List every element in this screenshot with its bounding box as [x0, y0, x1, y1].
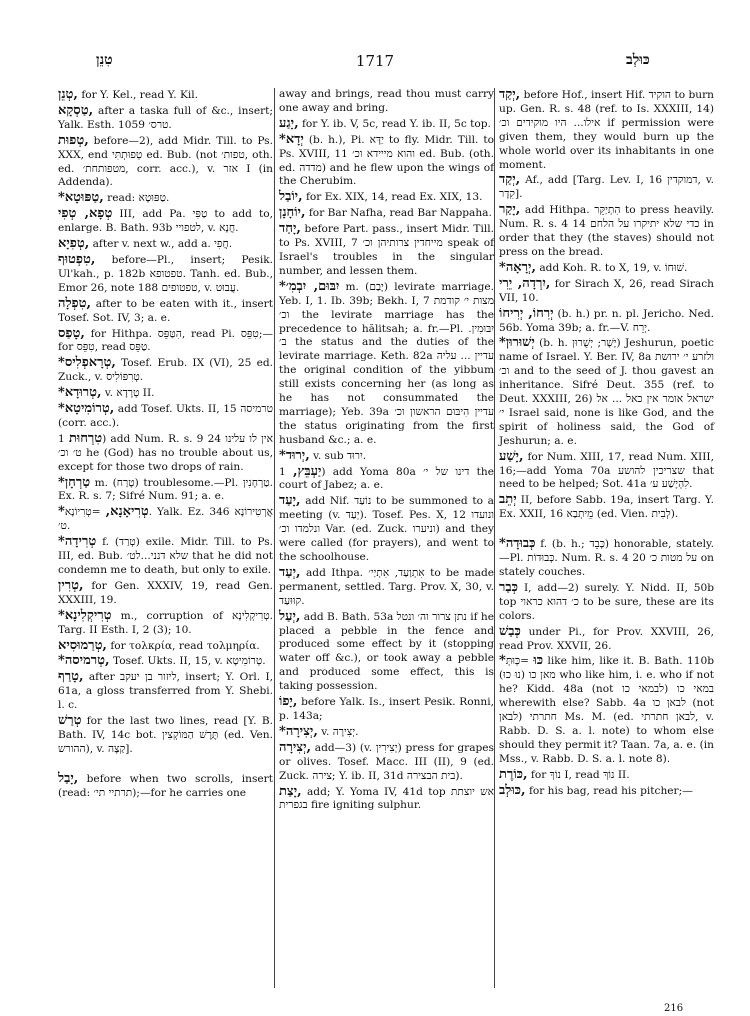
dictionary-entry — [499, 450, 714, 493]
entry-text: add—3) (v. יְצִירִין) press for grapes or olives. Tosef. Macc. III (II), 9 (ed. Zuck. צירה; Y. ib. II, 31d בית הבצירה). — [279, 741, 494, 782]
dictionary-entry — [58, 476, 273, 505]
entry-text: for Gen. XXXIV, 19, read Gen. XXXIII, 19. — [58, 579, 273, 606]
section-gap — [499, 523, 714, 537]
entry-text: =טְרִיוֹנָא. Yalk. Ez. 346 אֲרְטִירוֹנָא ט׳. — [58, 506, 273, 533]
dictionary-entry — [279, 206, 494, 221]
dictionary-entry — [279, 566, 494, 609]
entry-text: add B. Bath. 53a נתן צרור וה׳ ונטל if he placed a pebble in the fence and produced some effect by it (stopping water off &c.), or took away a pebble and produced some effect, this is taking possession. — [279, 610, 494, 693]
entry-text: (b. h. יָשָׁר; יְשֻׁרוּן) Jeshurun, poetic name of Israel. Y. Ber. IV, 8a ולזרע י׳ ירושת וכ׳ and to the seed of J. thou gavest an inheritance. Sifré Deut. 355 (ref. to Deut. XXXIII, 26) ישראל אומר אין כאל ... אל י׳ Israel said, none is like God, and the spirit of holiness said, the God of Jeshurun; a. e. — [499, 337, 714, 447]
dictionary-entry — [279, 88, 494, 116]
entry-headword: יְקַד, — [499, 172, 521, 188]
entry-headword: טְרַמוּסִיא, — [58, 637, 107, 653]
dictionary-entry — [499, 784, 714, 799]
column-divider — [494, 88, 495, 988]
running-head-right: כּוּלְב — [626, 52, 650, 68]
dictionary-entry — [58, 253, 273, 296]
dictionary-entry — [279, 190, 494, 205]
dictionary-entry — [58, 402, 273, 431]
dictionary-entry — [58, 104, 273, 133]
dictionary-entry — [499, 336, 714, 448]
entry-headword: כְּבַר — [499, 579, 519, 595]
entry-text: add Tosef. Ukts. II, 15 טרמיסה (corr. acc.). — [58, 403, 273, 429]
entry-text: m., corruption of טְרִיקְלִינָא. Targ. II Esth. I, 2 (3); 10. — [58, 609, 274, 636]
column-1 — [58, 88, 273, 802]
entry-text: read: טַפּוּטָא. — [107, 192, 170, 205]
entry-text: for Ex. XIX, 14, read Ex. XIX, 13. — [306, 191, 483, 204]
dictionary-entry — [499, 625, 714, 654]
dictionary-entry — [58, 297, 273, 326]
entry-headword: *טְרִיקְלִינָא — [58, 607, 112, 623]
entry-headword: טְרַשׁ — [58, 713, 82, 729]
entry-headword: *טַרְחָן — [58, 474, 91, 490]
dictionary-entry — [499, 277, 714, 306]
entry-headword: *כְּבוּדָה — [499, 536, 536, 552]
dictionary-entry — [279, 725, 494, 740]
entry-headword: יְצִירָה, — [279, 739, 312, 755]
dictionary-entry — [58, 714, 273, 757]
entry-text: v. sub יִרוּד. — [313, 449, 367, 462]
entry-text: for τολκρία, read τολμηρία. — [110, 639, 260, 652]
entry-text: add Hithpa. הִתְיַקֵּר to press heavily. Num. R. s. 4 14 כדי שלא יתיקרו על הלחם in order that they (the staves) should not press on the bread. — [499, 204, 714, 258]
entry-headword: *טַפּוּטָא, — [58, 190, 104, 206]
entry-headword: יְעַד, — [279, 564, 301, 580]
entry-text: away and brings, read thou must carry one away and bring. — [279, 88, 494, 114]
entry-headword: כְּבַשׁ — [499, 623, 521, 639]
entry-headword: *יְדָא — [279, 131, 304, 147]
signature-number: 216 — [664, 1003, 684, 1014]
dictionary-entry — [279, 785, 494, 814]
entry-headword: יְעַל, — [279, 608, 301, 624]
entry-text: =כְּוּתְּ like him, like it. B. Bath. 110b (נוּ כוּ) מאן כו who like him, i. e. who if not he? Kidd. 48a (not לבמאי כו) במאי כו wherewith else? Sabb. 4a לבאן כו (not לבאן) חתרתי Ms. M. (ed. לבאן חתרתי, v. Rabb. D. S. a. l. note) to whom else should they permit it? Taan. 7a, a. e. (in Mss., v. Rabb. D. S. a. l. note 8). — [499, 655, 714, 765]
entry-text: m. (טָרַח) troublesome.—Pl. טַרְחָנִין. Ex. R. s. 7; Sifré Num. 91; a. e. — [58, 476, 273, 503]
entry-headword: יָעַד, — [279, 493, 301, 509]
entry-headword: כּוּלְב, — [499, 782, 526, 798]
entry-text: f. (טְרַד) exile. Midr. Till. to Ps. III, ed. Bub. שלא דנני...לט׳ that he did not condemn me to death, but only to exile. — [58, 536, 273, 576]
entry-text: for Bar Nafha, read Bar Nappaha. — [308, 207, 492, 220]
entry-text: for Sirach X, 26, read Sirach VII, 10. — [499, 277, 715, 304]
column-2 — [279, 88, 494, 814]
dictionary-entry — [279, 117, 494, 132]
entry-headword: יָצַת, — [279, 783, 302, 799]
entry-text: after v. next w., add a. חֲפִי. — [92, 238, 233, 251]
dictionary-entry — [279, 741, 494, 784]
entry-text: add; Y. Yoma IV, 41d top אש יוצתת בגפרית fire igniting sulphur. — [279, 785, 494, 812]
entry-headword: *טְרִידָה — [58, 534, 97, 550]
entry-headword: יְקַד, — [499, 87, 521, 102]
entry-text: before—Pl., insert; Pesik. Ul'kah., p. 182b טפטופא. Tanh. ed. Bub., Emor 26, note 188 טפטופים, v. עֲבוּט. — [58, 253, 273, 294]
entry-text: f. (b. h.; כָּבֵד) honorable, stately.—Pl. כְּבוּדוֹת. Num. R. s. 4 20 על מטות כ׳ on stately couches. — [499, 538, 714, 578]
entry-text: add Nif. נוֹעַד to be summoned to a meeting (v. יְעַד). Tosef. Pes. X, 12 ונועדו ונלמדו וכ׳ Var. (ed. Zuck. וניערו) and they were called (for prayers), and went to the schoolhouse. — [279, 495, 495, 563]
dictionary-entry — [279, 222, 494, 279]
entry-text: for Hithpa. הִטַּפֵּס, read Pi. טִפֵּס;—for טִפֵּס, read טַפֵּס. — [58, 327, 273, 354]
entry-headword: טָפַס, — [58, 325, 85, 341]
entry-headword: *טְרמיסה, — [58, 653, 110, 669]
dictionary-entry — [58, 505, 273, 534]
page-number-header: 1717 — [355, 52, 395, 70]
entry-text: II, before Sabb. 19a, insert Targ. Y. Ex. XXII, 16 מֵיתְבַא (ed. Vien. לְבִית). — [499, 494, 714, 521]
entry-headword: יִרְדָה, יֵרִי, — [499, 275, 551, 291]
entry-text: Tosef. Ukts. II, 15, v. טְרוֹמִיטָא. — [112, 655, 266, 668]
section-gap — [58, 758, 273, 772]
entry-headword: טְרִין, — [58, 577, 84, 593]
dictionary-entry — [279, 280, 494, 448]
dictionary-entry — [499, 203, 714, 260]
entry-text: Tosef. Erub. IX (VI), 25 ed. Zuck., v. טְרִפּוֹלִיס. — [58, 357, 273, 384]
dictionary-entry — [58, 356, 273, 385]
dictionary-entry — [279, 449, 494, 464]
dictionary-entry — [499, 173, 714, 202]
entry-text: before Yalk. Is., insert Pesik. Ronni, p. 143a; — [279, 696, 494, 722]
entry-headword: *יְרָאָה, — [499, 259, 536, 275]
entry-headword: טְפָא, טְפִי — [58, 206, 113, 222]
entry-headword: *יְרוּד, — [279, 447, 310, 463]
dictionary-entry — [279, 494, 494, 565]
entry-text: m. (יָבַם) levirate marriage. Yeb. I, 1. Ib. 39b; Bekh. I, 7 מצות י׳ קודמת וכ׳ the levirate marriage has the precedence to hălitsah; a. fr.—Pl. יִבּוּמִין. ב׳ the status and the duties of the levirate marriage. Keth. 82a עדיין ... עליה the original condition of the yibbum still exists concerning her (as long as he has not consummated the marriage); Yeb. 39a עדיין הִיבּוּם הראשון וכ׳ the status originating from the first husband &c.; a. e. — [279, 280, 495, 446]
entry-text: for the last two lines, read [Y. B. Bath. IV, 14c bot. תֶּרֶשׁ הַמּוֹקְצִין (ed. Ven. ההורש), v. קַצָה]. — [58, 715, 273, 755]
entry-headword: יָבַל, — [58, 770, 79, 786]
entry-text: before when two scrolls, insert (read: תרתיי תי׳);—for he carries one — [58, 772, 273, 799]
entry-headword: *טְרָאפְלִיס, — [58, 355, 116, 371]
dictionary-entry — [499, 307, 714, 336]
entry-headword: יָגַע, — [279, 115, 299, 131]
entry-text: for Y. ib. V, 5c, read Y. ib. II, 5c top. — [301, 117, 491, 130]
dictionary-entry — [58, 191, 273, 206]
dictionary-entry — [279, 610, 494, 694]
entry-headword: טְנֵן, — [58, 87, 78, 102]
entry-text: for נוֹךְ I, read נוֹךְ II. — [530, 768, 630, 781]
entry-headword: *טְרוּדָא, — [58, 385, 102, 401]
entry-headword: *טְרִיאָנָא, — [58, 504, 149, 520]
entry-text: before Hof., insert Hif. הוקיד to burn up. Gen. R. s. 48 (ref. to Is. XXXIII, 14) אילו... היו מוקידים וכ׳ if permission were given them, they would burn up the whole world over its inhabitants in one moment. — [499, 89, 714, 171]
entry-headword: יַעְבֵּץ, — [293, 463, 322, 479]
entry-text: add Koh. R. to X, 19, v. שׁוּחוֹ. — [539, 261, 688, 274]
dictionary-entry — [58, 207, 273, 236]
entry-headword: יְתֵב — [499, 492, 517, 508]
dictionary-entry — [499, 768, 714, 783]
entry-text: III, add Pa. טַפִּי to add to, enlarge. B. Bath. 93b לטפויי, v. חֲנָא. — [58, 208, 273, 235]
dictionary-entry — [499, 537, 714, 580]
entry-headword: יוֹבַל, — [279, 189, 303, 205]
dictionary-entry — [58, 237, 273, 252]
column-divider — [274, 88, 275, 988]
dictionary-entry — [279, 465, 494, 494]
dictionary-entry — [58, 134, 273, 191]
column-3 — [499, 88, 714, 800]
entry-text: for Y. Kel., read Y. Kil. — [81, 89, 199, 101]
dictionary-entry — [58, 88, 273, 103]
dictionary-entry — [58, 327, 273, 356]
entry-headword: טִרְחוּת — [68, 430, 103, 446]
entry-text: (b. h.), Pi. יַדָּא to fly. Midr. Till. to Ps. XVIII, 11 והוא מייידא וכ׳ ed. Bub. (oth. ed. מדדה) and he flew upon the wings of the Cherubim. — [279, 133, 494, 188]
entry-text: Af., add [Targ. Lev. I, 16 דמוקדין, v. קִדָר]. — [499, 174, 714, 201]
entry-text: before—2), add Midr. Till. to Ps. XXX, end טְפוּתְתִּי ed. Bub. (not טפות׳, oth. ed. מטפותחת׳, corr. acc.), v. אזר I (in Addenda). — [58, 134, 274, 189]
entry-text: 1) add Yoma 80a דינו של י׳ the court of Jabez; a. e. — [279, 465, 494, 492]
entry-text: after ליזור בן יעקב, insert; Y. Orl. I, 61a, a gloss transferred from Y. Shebi. l. c. — [58, 671, 273, 712]
entry-text: v. יְצִירָה. — [321, 725, 359, 738]
entry-text: after to be eaten with it., insert Tosef. Sot. IV, 3; a. e. — [58, 297, 274, 324]
entry-headword: טִפְלָה, — [58, 295, 92, 311]
dictionary-entry — [499, 261, 714, 276]
dictionary-entry — [279, 695, 494, 724]
entry-headword: *יְצִירָה, — [279, 723, 318, 739]
entry-headword: טְפִיָא, — [58, 236, 90, 252]
dictionary-entry — [499, 493, 714, 522]
dictionary-entry — [58, 670, 273, 713]
dictionary-entry — [58, 609, 273, 638]
entry-headword: יָחַד, — [279, 221, 301, 237]
entry-headword: יָקַר, — [499, 202, 521, 218]
entry-headword: *טְרוֹמִיטָא, — [58, 401, 115, 417]
entry-text: after a taska full of &c., insert; Yalk. Esth. 1059 טרס׳. — [58, 104, 273, 131]
dictionary-entry — [279, 133, 494, 190]
entry-headword: טַסְקָא, — [58, 102, 94, 118]
entry-text: before Part. pass., insert Midr. Till. to Ps. XVIII, 7 מייחדין צרותיהן וכ׳ speak of Israel's troubles in the singular number, and lessen them. — [279, 223, 494, 277]
dictionary-entry — [499, 581, 714, 624]
dictionary-entry — [499, 654, 714, 766]
entry-headword: כּוֹרֶת, — [499, 766, 528, 782]
entry-text: (b. h.) pr. n. pl. Jericho. Ned. 56b. Yoma 39b; a. fr.—V. יְרֵח. — [499, 307, 715, 334]
entry-headword: טָרַף, — [58, 669, 84, 685]
running-head-left: טִנֵן — [96, 52, 113, 68]
dictionary-entry — [58, 654, 273, 669]
dictionary-entry — [58, 386, 273, 401]
entry-text: for Num. XIII, 17, read Num. XIII, 16;—add Yoma 70a שצריכין להושע that need to be helped; Sot. 41a לִהְיָשַׁע ע׳. — [499, 450, 715, 491]
dictionary-entry — [58, 432, 273, 475]
entry-headword: יוֹחָנָן, — [279, 205, 306, 221]
dictionary-entry — [58, 579, 273, 608]
entry-headword: *כּוּ — [499, 653, 544, 669]
entry-text: for his bag, read his pitcher;— — [528, 784, 693, 797]
dictionary-entry — [58, 772, 273, 801]
entry-text: add Ithpa. אִתְוַעַד, אִתְיַי׳ to be made permanent, settled. Targ. Prov. X, 30, v. קוּוּעַד. — [279, 566, 494, 607]
entry-text: under Pi., for Prov. XXVIII, 26, read Prov. XXVII, 26. — [499, 625, 714, 652]
entry-headword: יָשַׁע, — [499, 448, 524, 464]
entry-text: v. טְרָדָא II. — [104, 387, 155, 400]
entry-headword: טְפוּת, — [58, 132, 89, 148]
entry-headword: *יְשׁוּרוּן — [499, 335, 535, 351]
entry-headword: יָפוֹ, — [279, 694, 298, 710]
entry-text: I, add—2) surely. Y. Nidd. II, 50b top כ׳ דהוא כראוי to be sure, these are its colors. — [499, 581, 715, 622]
dictionary-entry — [58, 639, 273, 654]
dictionary-entry — [58, 535, 273, 578]
dictionary-entry — [499, 88, 714, 172]
entry-headword: *יִבּוּם, יִבְמִ׳ — [279, 278, 340, 294]
entry-text: 1) add Num. R. s. 9 24 אין לו עלינו ט׳ וכ׳ he (God) has no trouble about us, except for those two drops of rain. — [58, 432, 273, 473]
entry-headword: טִפְטוּף, — [58, 251, 96, 267]
entry-headword: יְרִחוֹ, יְרִיחוֹ — [499, 305, 554, 321]
